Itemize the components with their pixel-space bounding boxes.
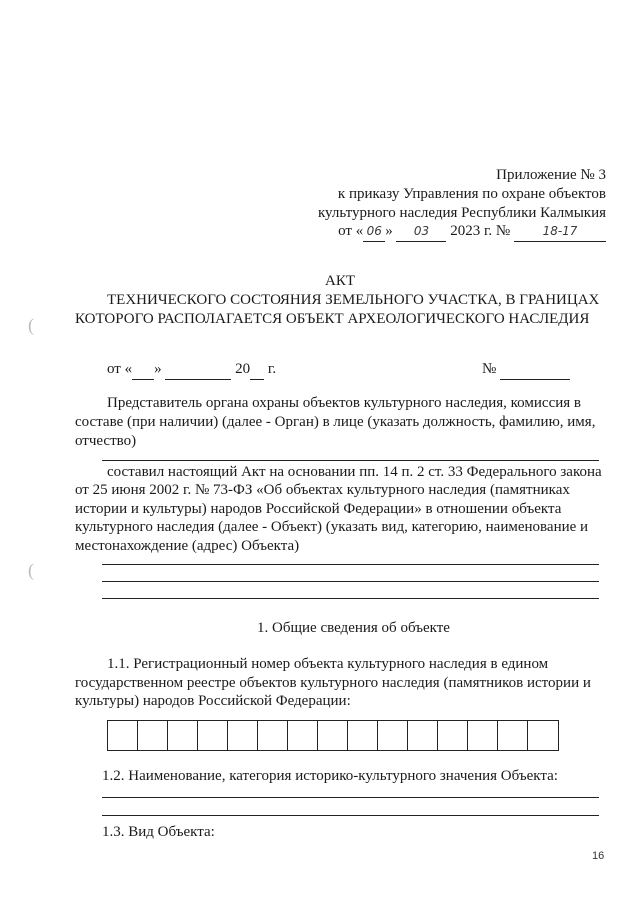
intro-line3: отчество) [75, 433, 137, 449]
reg-cell[interactable] [108, 721, 138, 750]
title-act: АКТ [325, 273, 355, 289]
appendix-month-handwritten: 03 [396, 221, 446, 242]
fill-line-name-1[interactable] [102, 797, 599, 798]
reg-cell[interactable] [318, 721, 348, 750]
reg-cell[interactable] [228, 721, 258, 750]
reg-cell[interactable] [168, 721, 198, 750]
basis-line1: составил настоящий Акт на основании пп. 14 п. 2 ст. 33 Федерального закона [107, 464, 602, 480]
act-day-blank[interactable] [132, 359, 154, 380]
act-number: № [482, 359, 570, 380]
reg-cell[interactable] [138, 721, 168, 750]
reg-cell[interactable] [378, 721, 408, 750]
fill-line-representative[interactable] [102, 460, 599, 461]
basis-line2: от 25 июня 2002 г. № 73-ФЗ «Об объектах культурного наследия (памятниках [75, 482, 570, 498]
item12: 1.2. Наименование, категория историко-культурного значения Объекта: [102, 768, 558, 784]
appendix-line3: культурного наследия Республики Калмыкия [317, 205, 606, 221]
reg-cell[interactable] [498, 721, 528, 750]
fill-line-object-2[interactable] [102, 581, 599, 582]
appendix-day-handwritten: 06 [363, 221, 385, 242]
reg-cell[interactable] [258, 721, 288, 750]
fill-line-object-1[interactable] [102, 564, 599, 565]
appendix-year-label: 2023 г. № [450, 223, 511, 239]
appendix-date-line [338, 221, 606, 242]
act-number-blank[interactable] [500, 359, 570, 380]
basis-line3: истории и культуры) народов Российской Федерации» в отношении объекта [75, 501, 562, 517]
title-line3: КОТОРОГО РАСПОЛАГАЕТСЯ ОБЪЕКТ АРХЕОЛОГИЧЕСКОГО НАСЛЕДИЯ [75, 311, 590, 327]
act-month-blank[interactable] [165, 359, 231, 380]
reg-cell[interactable] [528, 721, 558, 750]
appendix-line1: Приложение № 3 [496, 167, 606, 183]
reg-cell[interactable] [348, 721, 378, 750]
section1-heading: 1. Общие сведения об объекте [257, 620, 450, 636]
registration-number-grid [107, 720, 559, 751]
reg-cell[interactable] [408, 721, 438, 750]
fill-line-object-3[interactable] [102, 598, 599, 599]
appendix-number-handwritten: 18-17 [514, 221, 606, 242]
act-year-blank[interactable] [250, 359, 264, 380]
fill-line-name-2[interactable] [102, 815, 599, 816]
page-number: 16 [592, 850, 605, 862]
basis-line4: культурного наследия (далее - Объект) (указать вид, категорию, наименование и [75, 519, 589, 535]
item11-line2: государственном реестре объектов культурного наследия (памятников истории и [75, 675, 591, 691]
scan-mark: ( [28, 315, 34, 335]
item11-line1: 1.1. Регистрационный номер объекта культурного наследия в едином [107, 656, 549, 672]
reg-cell[interactable] [198, 721, 228, 750]
reg-cell[interactable] [288, 721, 318, 750]
reg-cell[interactable] [438, 721, 468, 750]
act-date: от « » 20 г. [107, 359, 276, 380]
basis-line5: местонахождение (адрес) Объекта) [75, 538, 300, 554]
appendix-date-sep: » [385, 223, 393, 239]
intro-line2: составе (при наличии) (далее - Орган) в лице (указать должность, фамилию, имя, [75, 414, 596, 430]
reg-cell[interactable] [468, 721, 498, 750]
scan-mark: ( [28, 560, 34, 580]
item13: 1.3. Вид Объекта: [102, 824, 215, 840]
appendix-line2: к приказу Управления по охране объектов [337, 186, 606, 202]
title-line2: ТЕХНИЧЕСКОГО СОСТОЯНИЯ ЗЕМЕЛЬНОГО УЧАСТКА, В ГРАНИЦАХ [107, 292, 600, 308]
item11-line3: культуры) народов Российской Федерации: [75, 693, 351, 709]
intro-line1: Представитель органа охраны объектов культурного наследия, комиссия в [107, 395, 581, 411]
appendix-date-prefix: от « [338, 223, 364, 239]
